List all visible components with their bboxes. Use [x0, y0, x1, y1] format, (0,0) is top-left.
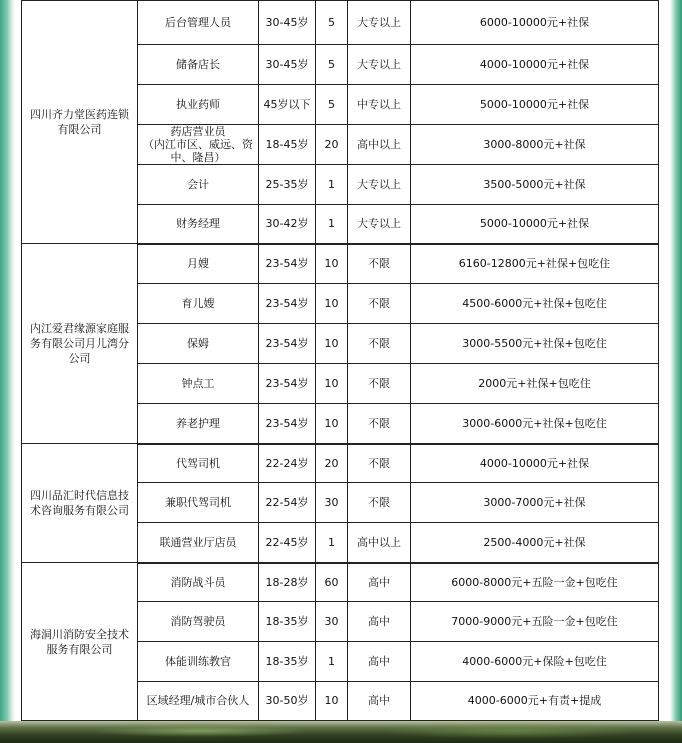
- salary-cell: 3000-6000元+社保+包吃住: [411, 404, 659, 444]
- company-name-cell: 内江爱君缘源家庭服务有限公司月儿湾分公司: [22, 244, 138, 444]
- age-cell: 23-54岁: [259, 404, 316, 444]
- job-listing-table: [21, 0, 659, 722]
- job-title-cell: 消防驾驶员: [138, 602, 259, 642]
- job-title-cell: 保姆: [138, 324, 259, 364]
- age-cell: 30-45岁: [259, 45, 316, 85]
- headcount-cell: 20: [316, 125, 348, 165]
- job-title-cell: 财务经理: [138, 205, 259, 244]
- education-cell: 大专以上: [348, 1, 411, 45]
- job-title-cell: 钟点工: [138, 364, 259, 404]
- salary-cell: 4500-6000元+社保+包吃住: [411, 284, 659, 324]
- salary-cell: 4000-10000元+社保: [411, 444, 659, 483]
- age-cell: 25-35岁: [259, 165, 316, 205]
- age-cell: 22-24岁: [259, 444, 316, 483]
- education-cell: 大专以上: [348, 205, 411, 244]
- job-title-cell: 育儿嫂: [138, 284, 259, 324]
- education-cell: 大专以上: [348, 165, 411, 205]
- bottom-foliage-banner: [0, 721, 682, 743]
- salary-cell: 4000-6000元+保险+包吃住: [411, 642, 659, 682]
- headcount-cell: 1: [316, 642, 348, 682]
- headcount-cell: 5: [316, 1, 348, 45]
- age-cell: 18-35岁: [259, 602, 316, 642]
- headcount-cell: 10: [316, 404, 348, 444]
- headcount-cell: 10: [316, 244, 348, 284]
- job-title-cell: 体能训练教官: [138, 642, 259, 682]
- education-cell: 高中以上: [348, 523, 411, 563]
- age-cell: 23-54岁: [259, 284, 316, 324]
- headcount-cell: 30: [316, 602, 348, 642]
- age-cell: 45岁以下: [259, 85, 316, 125]
- job-title-cell: 储备店长: [138, 45, 259, 85]
- age-cell: 30-45岁: [259, 1, 316, 45]
- age-cell: 18-35岁: [259, 642, 316, 682]
- left-frame-border: [0, 0, 15, 743]
- education-cell: 不限: [348, 244, 411, 284]
- age-cell: 22-54岁: [259, 483, 316, 523]
- headcount-cell: 20: [316, 444, 348, 483]
- job-title-cell: 兼职代驾司机: [138, 483, 259, 523]
- age-cell: 30-50岁: [259, 682, 316, 721]
- age-cell: 23-54岁: [259, 244, 316, 284]
- age-cell: 18-28岁: [259, 563, 316, 602]
- headcount-cell: 5: [316, 85, 348, 125]
- education-cell: 高中: [348, 563, 411, 602]
- salary-cell: 3000-8000元+社保: [411, 125, 659, 165]
- age-cell: 30-42岁: [259, 205, 316, 244]
- headcount-cell: 10: [316, 364, 348, 404]
- salary-cell: 3500-5000元+社保: [411, 165, 659, 205]
- job-title-cell: 代驾司机: [138, 444, 259, 483]
- salary-cell: 4000-6000元+有责+提成: [411, 682, 659, 721]
- education-cell: 不限: [348, 404, 411, 444]
- age-cell: 23-54岁: [259, 324, 316, 364]
- education-cell: 大专以上: [348, 45, 411, 85]
- headcount-cell: 5: [316, 45, 348, 85]
- salary-cell: 3000-5500元+社保+包吃住: [411, 324, 659, 364]
- salary-cell: 4000-10000元+社保: [411, 45, 659, 85]
- job-table-body: [22, 1, 659, 721]
- headcount-cell: 10: [316, 682, 348, 721]
- company-name-cell: 四川齐力堂医药连锁有限公司: [22, 1, 138, 244]
- headcount-cell: 10: [316, 324, 348, 364]
- education-cell: 不限: [348, 444, 411, 483]
- education-cell: 中专以上: [348, 85, 411, 125]
- job-title-cell: 执业药师: [138, 85, 259, 125]
- job-title-cell: 养老护理: [138, 404, 259, 444]
- company-name-cell: 海洞川消防安全技术服务有限公司: [22, 563, 138, 721]
- salary-cell: 2500-4000元+社保: [411, 523, 659, 563]
- table-row: [22, 563, 659, 602]
- salary-cell: 6160-12800元+社保+包吃住: [411, 244, 659, 284]
- headcount-cell: 1: [316, 165, 348, 205]
- headcount-cell: 30: [316, 483, 348, 523]
- education-cell: 不限: [348, 324, 411, 364]
- company-name-cell: 四川品汇时代信息技术咨询服务有限公司: [22, 444, 138, 563]
- education-cell: 高中: [348, 602, 411, 642]
- job-title-cell: 月嫂: [138, 244, 259, 284]
- headcount-cell: 60: [316, 563, 348, 602]
- education-cell: 高中以上: [348, 125, 411, 165]
- salary-cell: 3000-7000元+社保: [411, 483, 659, 523]
- table-row: [22, 1, 659, 45]
- education-cell: 高中: [348, 682, 411, 721]
- table-row: [22, 244, 659, 284]
- salary-cell: 6000-10000元+社保: [411, 1, 659, 45]
- headcount-cell: 1: [316, 523, 348, 563]
- right-frame-border: [670, 0, 682, 743]
- salary-cell: 7000-9000元+五险一金+包吃住: [411, 602, 659, 642]
- age-cell: 22-45岁: [259, 523, 316, 563]
- age-cell: 23-54岁: [259, 364, 316, 404]
- job-title-cell: 区域经理/城市合伙人: [138, 682, 259, 721]
- job-title-cell: 会计: [138, 165, 259, 205]
- job-title-cell: 联通营业厅店员: [138, 523, 259, 563]
- job-title-cell: 消防战斗员: [138, 563, 259, 602]
- headcount-cell: 10: [316, 284, 348, 324]
- salary-cell: 5000-10000元+社保: [411, 205, 659, 244]
- table-row: [22, 444, 659, 483]
- job-listing-sheet: [21, 0, 658, 722]
- salary-cell: 6000-8000元+五险一金+包吃住: [411, 563, 659, 602]
- job-title-cell: 后台管理人员: [138, 1, 259, 45]
- salary-cell: 2000元+社保+包吃住: [411, 364, 659, 404]
- education-cell: 不限: [348, 483, 411, 523]
- headcount-cell: 1: [316, 205, 348, 244]
- age-cell: 18-45岁: [259, 125, 316, 165]
- education-cell: 不限: [348, 364, 411, 404]
- education-cell: 高中: [348, 642, 411, 682]
- job-title-cell: 药店营业员 （内江市区、威远、资中、隆昌）: [138, 125, 259, 165]
- salary-cell: 5000-10000元+社保: [411, 85, 659, 125]
- education-cell: 不限: [348, 284, 411, 324]
